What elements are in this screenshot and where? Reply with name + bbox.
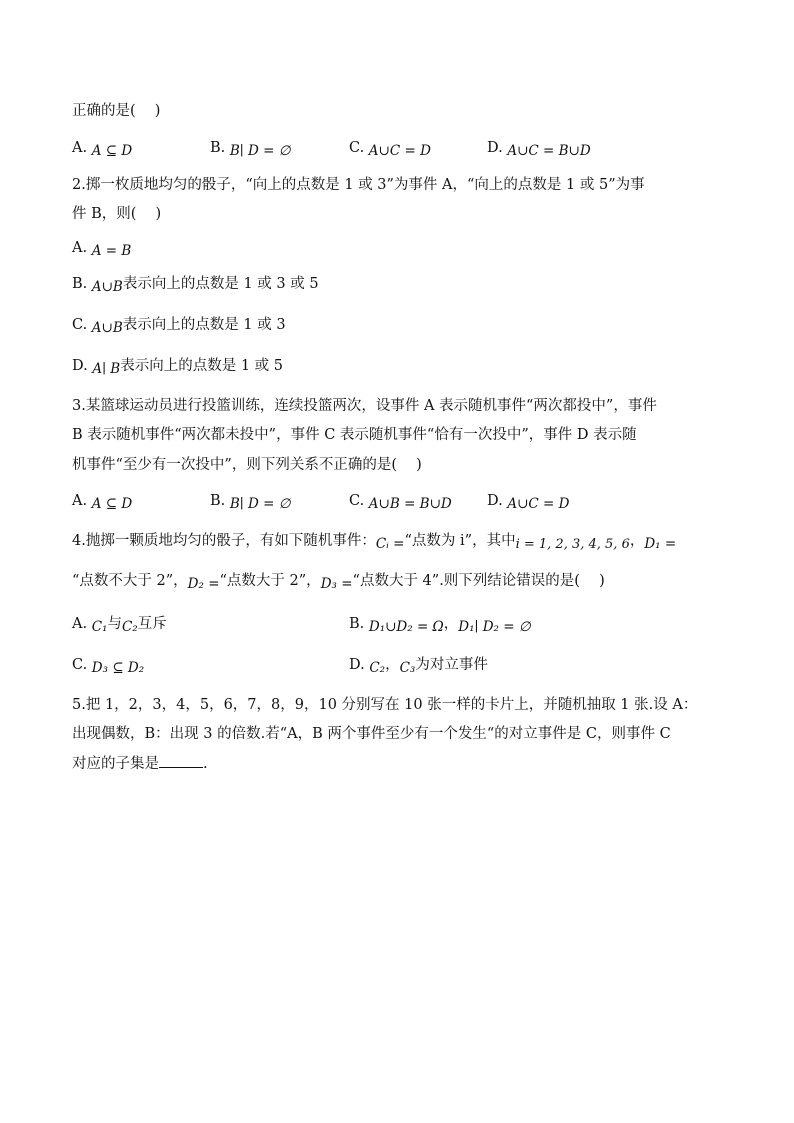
option-text: ，: [443, 616, 459, 632]
q4-stem-line-2: [72, 571, 605, 591]
q1-option-b[interactable]: [210, 138, 291, 158]
q4-option-c[interactable]: [72, 655, 144, 675]
q2-option-d[interactable]: [72, 356, 283, 376]
q3-option-a[interactable]: [72, 491, 132, 511]
option-text: 为对立事件: [415, 657, 488, 673]
option-label: D.: [487, 493, 503, 509]
option-label: A.: [72, 493, 88, 509]
q4-text: “点数大于 4”.则下列结论错误的是( ): [352, 573, 605, 589]
q1-option-d[interactable]: [487, 138, 591, 158]
option-math: C₁: [91, 619, 108, 635]
option-label: D.: [487, 140, 503, 156]
option-text: 表示向上的点数是 1 或 3: [122, 317, 286, 333]
q4-math: i = 1, 2, 3, 4, 5, 6: [515, 537, 630, 552]
option-math: A∪C = B∪D: [507, 143, 591, 159]
option-math: D₁∪D₂ = Ω: [368, 619, 444, 635]
option-math: B∣ D = ∅: [229, 143, 291, 159]
option-math: C₂: [121, 619, 138, 635]
q2-option-b[interactable]: [72, 274, 319, 294]
option-text: 表示向上的点数是 1 或 5: [120, 358, 283, 374]
option-math: C₃: [399, 660, 416, 676]
q2-option-c[interactable]: [72, 315, 286, 335]
q4-text: 4.抛掷一颗质地均匀的骰子，有如下随机事件：: [72, 533, 376, 549]
option-math: A∪B: [91, 320, 123, 336]
q4-text: “点数为 i”，其中: [404, 533, 516, 549]
q4-math: Cᵢ =: [375, 536, 405, 552]
q3-stem-line-1: 3.某篮球运动员进行投篮训练，连续投篮两次，设事件 A 表示随机事件“两次都投中”，事件: [72, 398, 657, 414]
option-label: C.: [349, 493, 365, 509]
q4-math: D₃ =: [320, 576, 353, 592]
q3-stem-line-2: B 表示随机事件“两次都未投中”，事件 C 表示随机事件“恰有一次投中”，事件 D 表示随: [72, 427, 637, 443]
q5-stem-line-2: 出现偶数，B：出现 3 的倍数.若“A，B 两个事件至少有一个发生“的对立事件是 C，则事件 C: [72, 726, 671, 742]
q4-stem-line-1: [72, 531, 676, 552]
option-math: A∪B = B∪D: [368, 496, 452, 512]
q4-text: “点数大于 2”，: [219, 573, 321, 589]
option-math: A∪C = D: [368, 143, 431, 159]
option-math: C₂: [369, 660, 386, 676]
q3-option-c[interactable]: [349, 491, 452, 511]
q5-text: 对应的子集是: [72, 756, 159, 772]
option-label: C.: [72, 657, 88, 673]
q3-stem-line-3: 机事件“至少有一次投中”，则下列关系不正确的是( ): [72, 457, 422, 473]
option-label: A.: [72, 240, 88, 256]
option-math: A∪B: [91, 279, 123, 295]
option-math: A ⊆ D: [91, 143, 133, 159]
option-math: D₃ ⊆ D₂: [91, 660, 145, 676]
option-math: D₁∣ D₂ = ∅: [458, 619, 531, 635]
option-label: C.: [72, 317, 88, 333]
q4-option-a[interactable]: [72, 614, 167, 634]
option-text: 表示向上的点数是 1 或 3 或 5: [122, 276, 319, 292]
q4-option-b[interactable]: [349, 614, 531, 634]
option-math: A∪C = D: [507, 496, 570, 512]
q4-option-d[interactable]: [349, 655, 488, 675]
option-label: B.: [72, 276, 88, 292]
q4-math: D₂ =: [187, 576, 220, 592]
q2-option-a[interactable]: [72, 238, 131, 258]
q3-option-d[interactable]: [487, 491, 569, 511]
option-text: ，: [385, 657, 400, 673]
option-math: B∣ D = ∅: [229, 496, 291, 512]
option-label: D.: [349, 657, 365, 673]
q1-stem-tail: 正确的是( ): [72, 103, 161, 119]
option-math: A∣ B: [92, 361, 121, 377]
q4-text: ，: [629, 533, 645, 549]
q2-stem-line-2: 件 B，则( ): [72, 206, 162, 222]
option-label: D.: [72, 358, 88, 374]
q4-text: “点数不大于 2”，: [72, 573, 188, 589]
q2-stem-line-1: 2.掷一枚质地均匀的骰子，“向上的点数是 1 或 3”为事件 A，“向上的点数是 1 或 5”为事: [72, 177, 645, 193]
q5-stem-line-3: [72, 753, 208, 774]
option-label: B.: [210, 493, 226, 509]
option-text: 与: [107, 616, 122, 632]
option-math: A = B: [91, 243, 132, 259]
q5-stem-line-1: 5.把 1，2，3，4，5，6，7，8，9，10 分别写在 10 张一样的卡片上，并随机抽取 1 张.设 A：: [72, 697, 698, 713]
q3-option-b[interactable]: [210, 491, 291, 511]
q1-option-c[interactable]: [349, 138, 431, 158]
option-math: A ⊆ D: [91, 496, 133, 512]
option-label: C.: [349, 140, 365, 156]
option-label: A.: [72, 140, 88, 156]
option-label: B.: [210, 140, 226, 156]
option-label: B.: [349, 616, 365, 632]
option-label: A.: [72, 616, 88, 632]
answer-blank[interactable]: [159, 753, 203, 768]
q4-math: D₁ =: [644, 536, 677, 552]
q5-text: .: [203, 756, 208, 772]
option-text: 互斥: [137, 616, 167, 632]
q1-option-a[interactable]: [72, 138, 132, 158]
